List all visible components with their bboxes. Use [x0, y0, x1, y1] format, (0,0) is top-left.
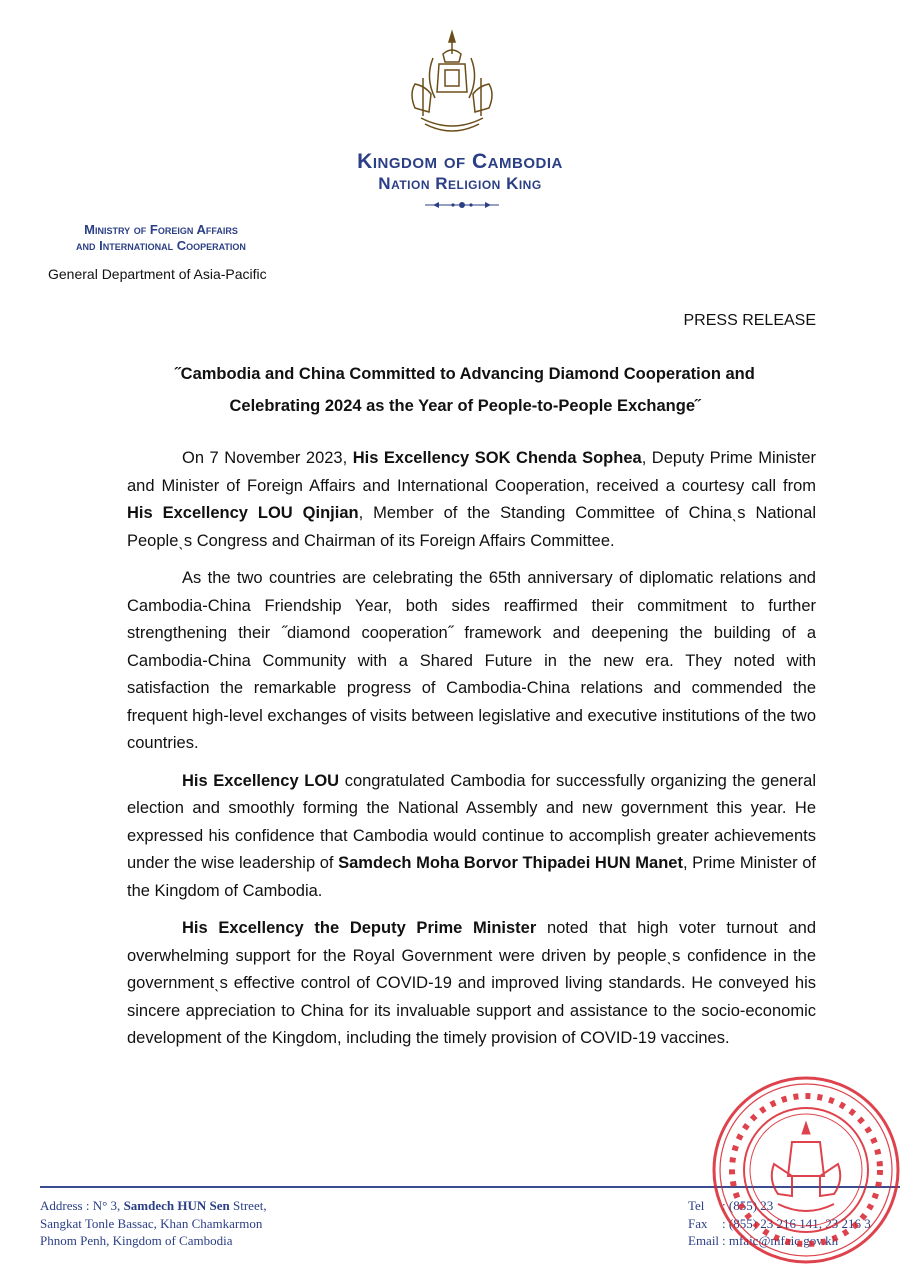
national-motto: Nation Religion King [378, 174, 542, 193]
paragraph-2: As the two countries are celebrating the 65th anniversary of diplomatic relations and Cambodia-China Friendship Year, both sides reaffirmed their commitment to further strengthening their ˝diamond cooperation˝ framework and deepening the building of a Cambodia-China Community with a Shared Future in the new era. They noted with satisfaction the remarkable progress of Cambodia-China relations and commended the frequent high-level exchanges of visits between legislative and executive institutions of the two countries. [127, 569, 816, 752]
ministry-line-2: and International Cooperation [76, 238, 246, 253]
p1-text-c: , Deputy Prime Minister and Minister of Foreign Affairs and International Cooperation, received a courtesy call from [127, 449, 816, 495]
email-value: : mfaic@mfaic.gov.kh [722, 1233, 839, 1248]
address-street-suffix: Street, [229, 1198, 267, 1213]
footer-address [40, 1197, 267, 1250]
address-street-name: Samdech HUN Sen [123, 1198, 230, 1213]
department-name: General Department of Asia-Pacific [48, 266, 267, 282]
ministry-name [32, 222, 290, 254]
paragraph-3 [127, 768, 816, 906]
p1-name-sok-chenda: His Excellency SOK Chenda Sophea [352, 449, 642, 467]
document-type: PRESS RELEASE [683, 312, 816, 329]
ministry-seal-stamp-icon [708, 1072, 900, 1268]
ornament-divider-icon [425, 200, 499, 210]
headline [120, 358, 810, 422]
tel-label: Tel [688, 1198, 705, 1213]
address-line-2: Sangkat Tonle Bassac, Khan Chamkarmon [40, 1215, 263, 1231]
p3-name-lou: His Excellency LOU [182, 771, 340, 790]
p4-name-deputy-pm: His Excellency the Deputy Prime Minister [182, 919, 537, 937]
p1-text-a: On 7 November 2023, [182, 449, 353, 467]
p3-text-d: , Prime Minister of the Kingdom of Cambodia. [127, 854, 816, 900]
headline-line-1: ˝Cambodia and China Committed to Advancing Diamond Cooperation and [175, 365, 755, 383]
ministry-line-1: Ministry of Foreign Affairs [84, 222, 238, 237]
p1-name-lou-qinjian: His Excellency LOU Qinjian [127, 504, 359, 522]
address-line-1 [40, 1197, 267, 1215]
fax-value: : (855) 23 216 141, 23 216 3 [722, 1215, 871, 1231]
p4-text-b: noted that high voter turnout and overwhelming support for the Royal Government were driven by peopleˎs confidence in the governmentˎs effective control of COVID-19 and improved living standards. He conveyed his sincere appreciation to China for its invaluable support and assistance to the socio-economic development of the Kingdom, including the timely provision of COVID-19 vaccines. [127, 919, 816, 1047]
headline-line-2: Celebrating 2024 as the Year of People-to-People Exchange˝ [229, 397, 701, 415]
address-line-3: Phnom Penh, Kingdom of Cambodia [40, 1233, 233, 1248]
press-release-body [127, 445, 816, 1063]
paragraph-1 [127, 445, 816, 555]
email-label: Email [688, 1233, 720, 1248]
paragraph-4 [127, 915, 816, 1053]
tel-value: : (855) 23 [722, 1198, 774, 1213]
fax-label: Fax [688, 1215, 708, 1231]
address-prefix: Address : N° 3, [40, 1198, 124, 1213]
p1-text-e: , Member of the Standing Committee of Chinaˎs National Peopleˎs Congress and Chairman of its Foreign Affairs Committee. [127, 504, 816, 550]
kingdom-title: Kingdom of Cambodia [357, 150, 563, 173]
p3-name-hun-manet: Samdech Moha Borvor Thipadei HUN Manet [338, 854, 683, 872]
royal-coat-of-arms-icon [395, 28, 510, 143]
p3-text-b: congratulated Cambodia for successfully organizing the general election and smoothly forming the National Assembly and new government this year. He expressed his confidence that Cambodia would continue to accomplish greater achievements under the wise leadership of [127, 771, 816, 872]
